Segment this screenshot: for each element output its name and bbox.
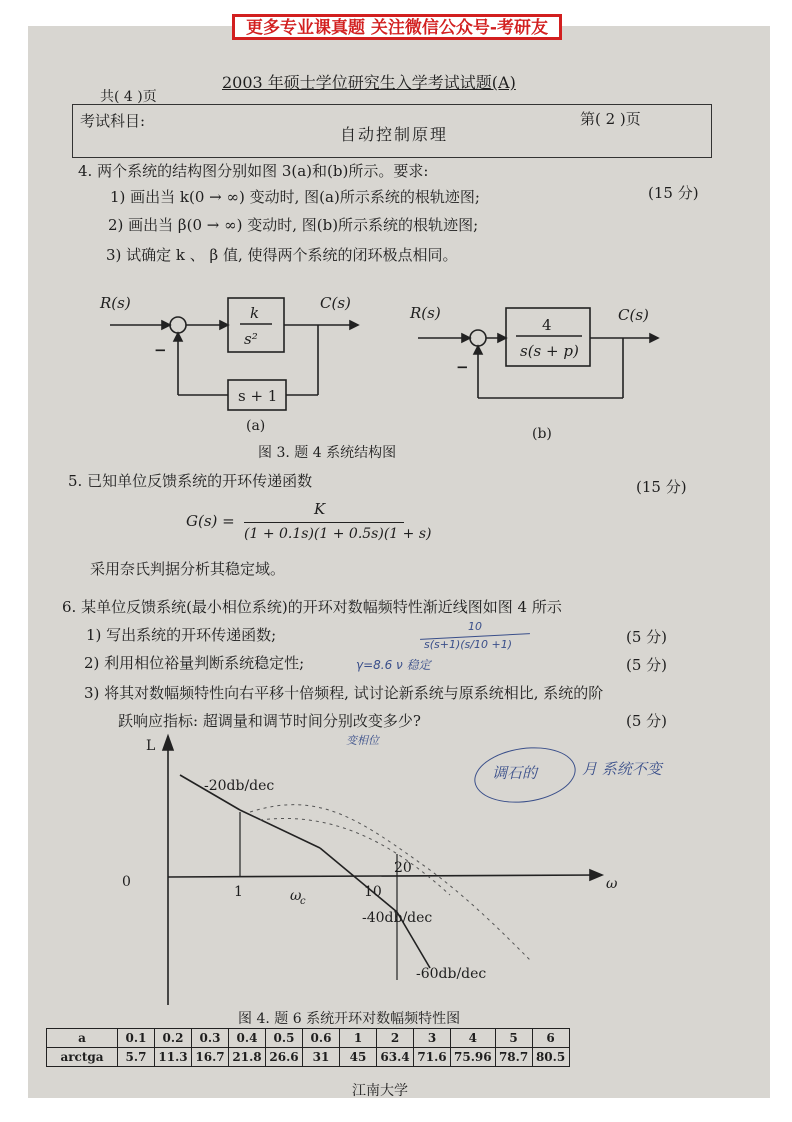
table-cell: 2 xyxy=(377,1029,414,1048)
bode-tick-10: 10 xyxy=(364,884,382,900)
bode-tick-wc: ω xyxy=(290,888,302,904)
arctan-table xyxy=(46,1028,570,1067)
table-cell: 4 xyxy=(451,1029,496,1048)
diagram-a-forward-num: k xyxy=(250,304,260,322)
handwritten-tf-numerator: 10 xyxy=(468,620,482,633)
q6-item-3-cont: 跃响应指标: 超调量和调节时间分别改变多少? xyxy=(118,712,421,730)
table-cell: 0.2 xyxy=(155,1029,192,1048)
table-cell: 31 xyxy=(303,1048,340,1067)
diagram-a-minus: − xyxy=(154,341,167,359)
q5-denominator: (1 + 0.1s)(1 + 0.5s)(1 + s) xyxy=(244,526,432,542)
table-cell: 6 xyxy=(532,1029,569,1048)
diagram-a-output: C(s) xyxy=(320,294,351,312)
table-cell: 0.5 xyxy=(266,1029,303,1048)
diagram-b-input: R(s) xyxy=(410,304,441,322)
table-cell: 45 xyxy=(340,1048,377,1067)
bode-slope-3: -60db/dec xyxy=(416,966,487,982)
table-cell: 16.7 xyxy=(192,1048,229,1067)
q6-item-3-points: (5 分) xyxy=(626,712,668,730)
handwritten-small-note: 变相位 xyxy=(346,734,379,747)
table-cell: 3 xyxy=(414,1029,451,1048)
diagram-a-forward-den: s² xyxy=(244,330,258,348)
q5-stem: 5. 已知单位反馈系统的开环传递函数 xyxy=(68,472,313,490)
table-cell: 21.8 xyxy=(229,1048,266,1067)
q6-item-2: 2) 利用相位裕量判断系统稳定性; xyxy=(84,654,305,672)
q4-item-1: 1) 画出当 k(0 → ∞) 变动时, 图(a)所示系统的根轨迹图; xyxy=(110,188,480,206)
q5-lhs: G(s) = xyxy=(186,512,235,530)
handwritten-gamma-note: γ=8.6 ν 稳定 xyxy=(356,658,431,672)
table-cell: 63.4 xyxy=(377,1048,414,1067)
q6-item-3: 3) 将其对数幅频特性向右平移十倍频程, 试讨论新系统与原系统相比, 系统的阶 xyxy=(84,684,604,702)
table-header-cell: arctga xyxy=(47,1048,118,1067)
bode-x-label: ω xyxy=(606,876,618,892)
table-cell: 75.96 xyxy=(451,1048,496,1067)
bode-slope-1: -20db/dec xyxy=(204,778,275,794)
diagram-b-forward-den: s(s + p) xyxy=(520,342,579,360)
table-cell: 0.1 xyxy=(118,1029,155,1048)
q5-fraction-bar xyxy=(244,522,404,523)
q6-stem: 6. 某单位反馈系统(最小相位系统)的开环对数幅频特性渐近线图如图 4 所示 xyxy=(62,598,562,616)
table-row xyxy=(47,1048,570,1067)
bode-tick-1: 1 xyxy=(234,884,243,900)
table-cell: 78.7 xyxy=(495,1048,532,1067)
bode-origin: 0 xyxy=(122,874,131,890)
diagram-a-input: R(s) xyxy=(100,294,131,312)
diagram-b-forward-num: 4 xyxy=(542,316,552,334)
bode-y-label: L xyxy=(146,738,156,754)
table-cell: 71.6 xyxy=(414,1048,451,1067)
q6-item-1: 1) 写出系统的开环传递函数; xyxy=(86,626,277,644)
q5-text: 采用奈氏判据分析其稳定域。 xyxy=(90,560,286,578)
table-cell: 1 xyxy=(340,1029,377,1048)
page-number: 第( 2 )页 xyxy=(580,110,641,128)
q6-item-1-points: (5 分) xyxy=(626,628,668,646)
q4-item-3: 3) 试确定 k 、 β 值, 使得两个系统的闭环极点相同。 xyxy=(106,246,458,264)
handwritten-tf-denominator: s(s+1)(s/10 +1) xyxy=(424,638,512,651)
q5-numerator: K xyxy=(314,500,326,518)
bode-tick-20: 20 xyxy=(394,860,412,876)
table-cell: 5 xyxy=(495,1029,532,1048)
bode-tick-wc-sub: c xyxy=(300,896,306,907)
q5-points: (15 分) xyxy=(636,478,687,496)
table-header-cell: a xyxy=(47,1029,118,1048)
figure-3-caption: 图 3. 题 4 系统结构图 xyxy=(258,445,397,461)
subject-label: 考试科目: xyxy=(80,112,146,130)
diagram-a-feedback: s + 1 xyxy=(238,387,278,405)
table-cell: 0.6 xyxy=(303,1029,340,1048)
diagram-b-output: C(s) xyxy=(618,306,649,324)
bode-slope-2: -40db/dec xyxy=(362,910,433,926)
table-cell: 0.3 xyxy=(192,1029,229,1048)
table-cell: 26.6 xyxy=(266,1048,303,1067)
figure-4-caption: 图 4. 题 6 系统开环对数幅频特性图 xyxy=(238,1011,461,1027)
exam-title: 2003 年硕士学位研究生入学考试试题(A) xyxy=(222,73,516,92)
table-cell: 80.5 xyxy=(532,1048,569,1067)
diagram-b-label: (b) xyxy=(532,426,552,442)
subject-name: 自动控制原理 xyxy=(340,125,449,144)
q4-stem: 4. 两个系统的结构图分别如图 3(a)和(b)所示。要求: xyxy=(78,162,429,180)
diagram-b-minus: − xyxy=(456,358,469,376)
footer-university: 江南大学 xyxy=(352,1083,408,1099)
diagram-a-label: (a) xyxy=(246,418,266,434)
q6-item-2-points: (5 分) xyxy=(626,656,668,674)
handwritten-circle-note: 调石的 xyxy=(492,764,538,782)
bode-plot xyxy=(100,730,620,1010)
table-cell: 11.3 xyxy=(155,1048,192,1067)
total-pages: 共( 4 )页 xyxy=(100,89,157,105)
table-row xyxy=(47,1029,570,1048)
q4-item-2: 2) 画出当 β(0 → ∞) 变动时, 图(b)所示系统的根轨迹图; xyxy=(108,216,479,234)
table-cell: 0.4 xyxy=(229,1029,266,1048)
handwritten-side-note: 月 系统不变 xyxy=(582,760,662,778)
promo-banner: 更多专业课真题 关注微信公众号-考研友 xyxy=(232,14,562,40)
q4-points: (15 分) xyxy=(648,184,699,202)
table-cell: 5.7 xyxy=(118,1048,155,1067)
